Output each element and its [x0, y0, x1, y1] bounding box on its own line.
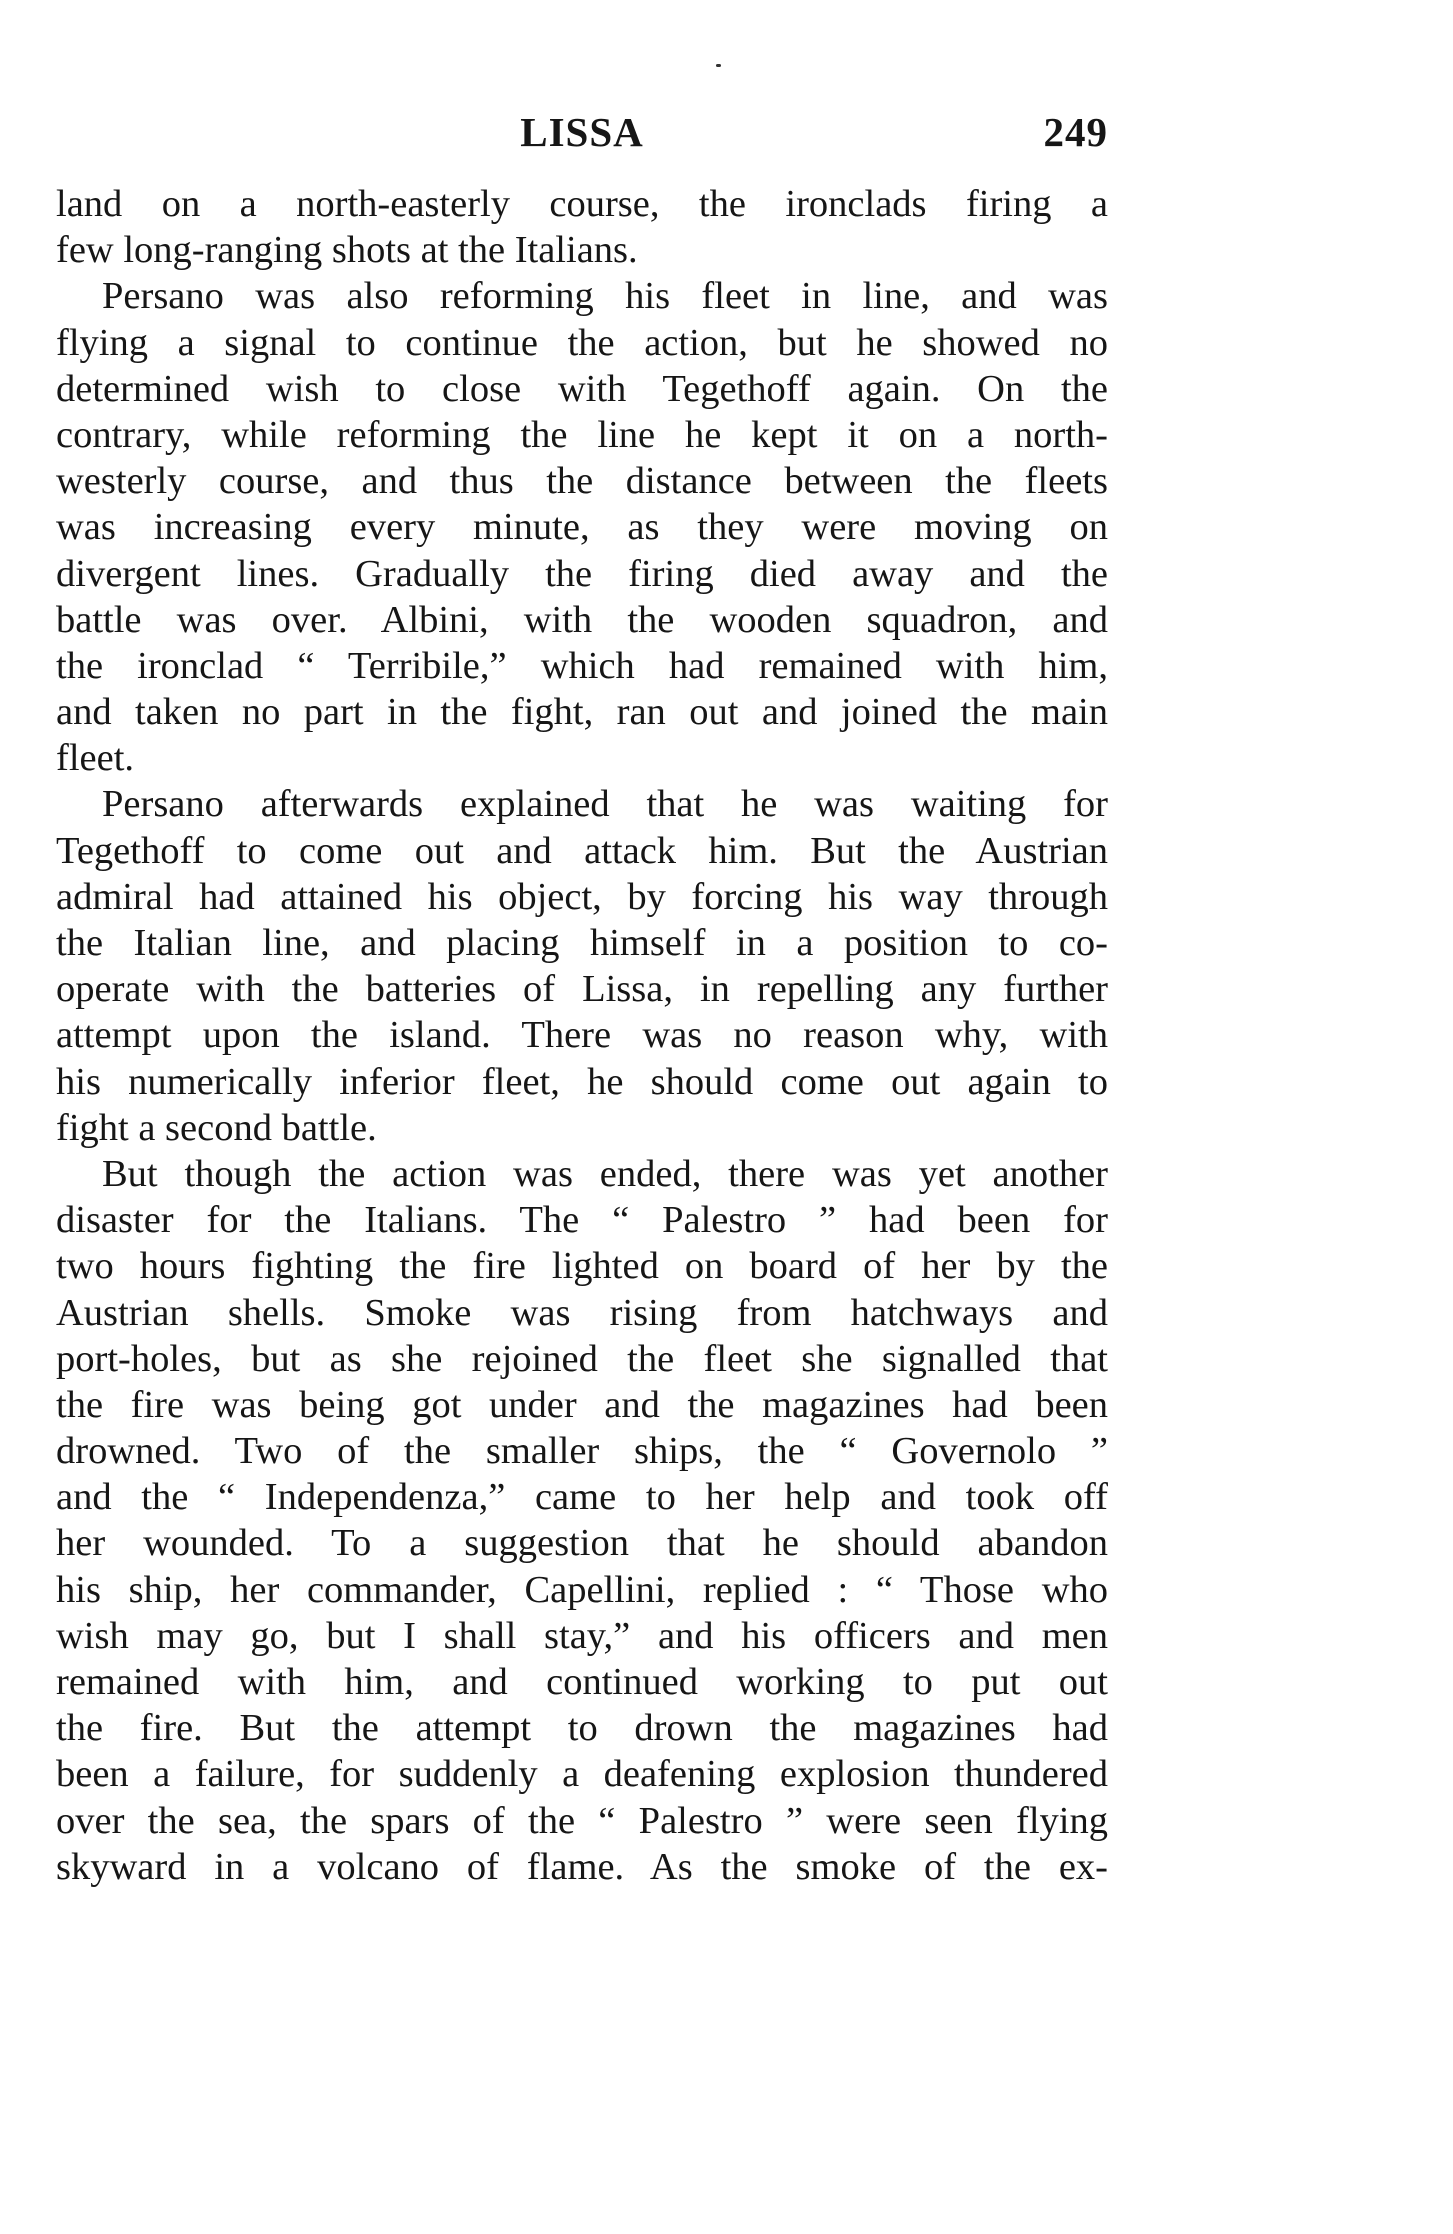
text-line: the ironclad “ Terribile,” which had remained with him, — [56, 644, 1108, 687]
running-title: LISSA — [520, 109, 644, 155]
text-line: fleet. — [56, 737, 135, 780]
text-line: the Italian line, and placing himself in a position to co- — [56, 922, 1108, 964]
text-line: wish may go, but I shall stay,” and his officers and men — [56, 1614, 1108, 1657]
text-line: admiral had attained his object, by forcing his way through — [56, 875, 1108, 918]
page-number: 249 — [1043, 109, 1108, 155]
text-line: few long-ranging shots at the Italians. — [56, 229, 638, 272]
text-line: Tegethoff to come out and attack him. But the Austrian — [56, 829, 1108, 872]
text-line: remained with him, and continued working to put out — [56, 1661, 1108, 1703]
text-line: attempt upon the island. There was no reason why, with — [56, 1014, 1108, 1057]
text-line: drowned. Two of the smaller ships, the “ Governolo ” — [56, 1430, 1108, 1473]
text-line: his numerically inferior fleet, he should come out again to — [56, 1060, 1108, 1103]
text-line: determined wish to close with Tegethoff again. On the — [56, 367, 1108, 410]
text-line: fight a second battle. — [56, 1106, 377, 1149]
text-line: battle was over. Albini, with the wooden squadron, and — [56, 598, 1108, 641]
text-line: port-holes, but as she rejoined the fleet she signalled that — [56, 1337, 1108, 1380]
running-head — [56, 108, 1108, 158]
body-text — [56, 181, 1108, 1890]
text-line: the fire was being got under and the magazines had been — [56, 1383, 1108, 1426]
text-line: land on a north-easterly course, the ironclads firing a — [56, 183, 1108, 225]
text-line: was increasing every minute, as they were moving on — [56, 506, 1108, 549]
text-line: contrary, while reforming the line he kept it on a north- — [56, 413, 1108, 456]
paragraph-first-line: Persano was also reforming his fleet in line, and was — [102, 275, 1108, 318]
text-line: her wounded. To a suggestion that he should abandon — [56, 1522, 1108, 1565]
text-line: two hours fighting the fire lighted on board of her by the — [56, 1245, 1108, 1288]
text-line: and the “ Independenza,” came to her help and took off — [56, 1476, 1108, 1519]
text-line: been a failure, for suddenly a deafening explosion thundered — [56, 1753, 1108, 1796]
text-line: his ship, her commander, Capellini, replied : “ Those who — [56, 1568, 1108, 1611]
text-line: the fire. But the attempt to drown the magazines had — [56, 1707, 1108, 1750]
text-line: disaster for the Italians. The “ Palestro ” had been for — [56, 1199, 1108, 1242]
text-line: over the sea, the spars of the “ Palestro ” were seen flying — [56, 1799, 1108, 1842]
ink-speck — [716, 64, 721, 67]
text-line: westerly course, and thus the distance between the fleets — [56, 460, 1108, 503]
text-line: operate with the batteries of Lissa, in repelling any further — [56, 968, 1108, 1011]
text-line: skyward in a volcano of flame. As the smoke of the ex- — [56, 1845, 1108, 1888]
text-line: divergent lines. Gradually the firing died away and the — [56, 552, 1108, 595]
text-line: and taken no part in the fight, ran out and joined the main — [56, 691, 1108, 734]
text-line: flying a signal to continue the action, but he showed no — [56, 321, 1108, 364]
paragraph-first-line: Persano afterwards explained that he was waiting for — [102, 783, 1108, 826]
paragraph-first-line: But though the action was ended, there was yet another — [102, 1152, 1108, 1195]
text-line: Austrian shells. Smoke was rising from hatchways and — [56, 1291, 1108, 1334]
